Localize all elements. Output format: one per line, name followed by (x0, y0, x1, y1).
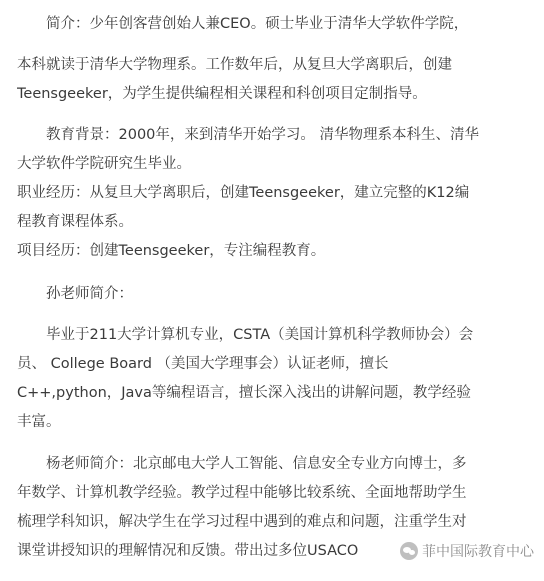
watermark (400, 540, 540, 562)
text-line: 本科就读于清华大学物理系。工作数年后，从复旦大学离职后，创建 (17, 57, 452, 73)
text-line: 丰富。 (17, 414, 61, 430)
text-line: 杨老师简介：北京邮电大学人工智能、信息安全专业方向博士，多 (46, 456, 467, 472)
text-line: 项目经历：创建Teensgeeker，专注编程教育。 (17, 243, 326, 259)
text-line: 员、 College Board （美国大学理事会）认证老师，擅长 (17, 356, 389, 372)
text-line: 毕业于211大学计算机专业，CSTA（美国计算机科学教师协会）会 (46, 327, 474, 343)
text-line: C++,python，Java等编程语言，擅长深入浅出的讲解问题，教学经验 (17, 385, 471, 401)
text-line: 课堂讲授知识的理解情况和反馈。带出过多位USACO (17, 543, 359, 559)
text-line: 梳理学科知识，解决学生在学习过程中遇到的难点和问题，注重学生对 (17, 514, 467, 530)
text-line: Teensgeeker，为学生提供编程相关课程和科创项目定制指导。 (17, 86, 427, 102)
text-line: 简介：少年创客营创始人兼CEO。硕士毕业于清华大学软件学院， (46, 16, 469, 32)
text-line: 程教育课程体系。 (17, 214, 133, 230)
text-line: 大学软件学院研究生毕业。 (17, 156, 191, 172)
watermark-text: 菲中国际教育中心 (422, 544, 534, 560)
text-line: 年数学、计算机教学经验。教学过程中能够比较系统、全面地帮助学生 (17, 485, 467, 501)
section-heading: 孙老师简介： (46, 286, 133, 302)
text-line: 教育背景：2000年，来到清华开始学习。 清华物理系本科生、清华 (46, 127, 480, 143)
wechat-icon (400, 542, 418, 560)
text-line: 职业经历：从复旦大学离职后，创建Teensgeeker，建立完整的K12编 (17, 185, 470, 201)
